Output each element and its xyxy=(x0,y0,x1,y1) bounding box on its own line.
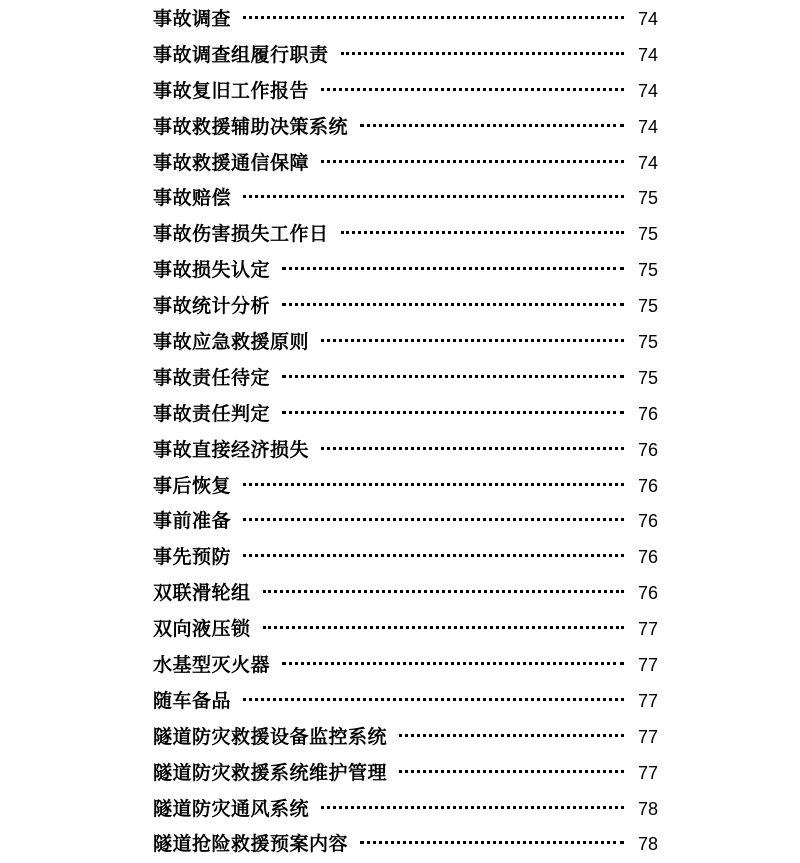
index-term: 事故救援辅助决策系统 xyxy=(153,115,349,138)
index-entry xyxy=(153,648,658,684)
index-term: 事故统计分析 xyxy=(153,295,271,318)
index-entry xyxy=(153,289,658,325)
page-number: 76 xyxy=(637,511,658,532)
index-term: 水基型灭火器 xyxy=(153,654,271,677)
index-entry xyxy=(153,38,658,74)
index-entry xyxy=(153,720,658,756)
index-term: 隧道防灾通风系统 xyxy=(153,797,310,820)
index-term: 事故救援通信保障 xyxy=(153,151,310,174)
index-entry xyxy=(153,756,658,792)
index-entry xyxy=(153,612,658,648)
index-entry xyxy=(153,146,658,182)
page-number: 74 xyxy=(637,152,658,173)
page-number: 75 xyxy=(637,296,658,317)
page-number: 75 xyxy=(637,260,658,281)
page-number: 78 xyxy=(637,798,658,819)
index-entry xyxy=(153,325,658,361)
page-number: 77 xyxy=(637,655,658,676)
page-number: 74 xyxy=(637,9,658,29)
page-number: 77 xyxy=(637,726,658,747)
dot-leader xyxy=(243,698,624,701)
index-term: 事故直接经济损失 xyxy=(153,438,310,461)
index-entry xyxy=(153,181,658,217)
page-number: 76 xyxy=(637,583,658,604)
page-number: 77 xyxy=(637,762,658,783)
page-number: 75 xyxy=(637,188,658,209)
dot-leader xyxy=(263,626,624,629)
index-term: 事故赔偿 xyxy=(153,187,232,210)
dot-leader xyxy=(399,734,624,737)
dot-leader xyxy=(282,375,624,378)
index-entry xyxy=(153,684,658,720)
dot-leader xyxy=(282,662,624,665)
page-number: 77 xyxy=(637,690,658,711)
page-number: 75 xyxy=(637,367,658,388)
page-number: 74 xyxy=(637,80,658,101)
index-entry xyxy=(153,540,658,576)
dot-leader xyxy=(243,195,624,198)
index-entry xyxy=(153,433,658,469)
page-number: 78 xyxy=(637,834,658,855)
dot-leader xyxy=(321,447,624,450)
index-entry xyxy=(153,253,658,289)
dot-leader xyxy=(399,770,624,773)
index-term: 隧道防灾救援设备监控系统 xyxy=(153,725,388,748)
index-term: 事故责任判定 xyxy=(153,402,271,425)
dot-leader xyxy=(341,231,624,234)
index-term: 随车备品 xyxy=(153,689,232,712)
index-term: 事故责任待定 xyxy=(153,366,271,389)
index-entry xyxy=(153,217,658,253)
index-entry xyxy=(153,504,658,540)
page-number: 75 xyxy=(637,224,658,245)
page-number: 76 xyxy=(637,439,658,460)
index-term: 事先预防 xyxy=(153,546,232,569)
dot-leader xyxy=(321,339,624,342)
index-entry xyxy=(153,361,658,397)
dot-leader xyxy=(282,303,624,306)
dot-leader xyxy=(341,52,624,55)
page-number: 74 xyxy=(637,116,658,137)
dot-leader xyxy=(263,590,624,593)
dot-leader xyxy=(243,554,624,557)
index-entry xyxy=(153,576,658,612)
index-term: 事前准备 xyxy=(153,510,232,533)
index-entry xyxy=(153,827,658,863)
index-term: 隧道抢险救援预案内容 xyxy=(153,833,349,856)
page-number: 76 xyxy=(637,403,658,424)
index-list xyxy=(153,2,658,863)
dot-leader xyxy=(243,483,624,486)
index-term: 事故调查组履行职责 xyxy=(153,43,329,66)
dot-leader xyxy=(282,411,624,414)
index-entry xyxy=(153,792,658,828)
index-term: 隧道防灾救援系统维护管理 xyxy=(153,761,388,784)
dot-leader xyxy=(360,841,624,844)
dot-leader xyxy=(360,124,624,127)
index-term: 双向液压锁 xyxy=(153,618,251,641)
page-number: 76 xyxy=(637,475,658,496)
index-entry xyxy=(153,2,658,38)
index-term: 事后恢复 xyxy=(153,474,232,497)
page-number: 77 xyxy=(637,619,658,640)
index-term: 事故损失认定 xyxy=(153,259,271,282)
index-term: 双联滑轮组 xyxy=(153,582,251,605)
index-entry xyxy=(153,74,658,110)
dot-leader xyxy=(321,160,624,163)
index-term: 事故调查 xyxy=(153,8,232,30)
page-number: 75 xyxy=(637,332,658,353)
page-number: 74 xyxy=(637,44,658,65)
dot-leader xyxy=(243,16,624,19)
page-number: 76 xyxy=(637,547,658,568)
dot-leader xyxy=(282,267,624,270)
index-term: 事故伤害损失工作日 xyxy=(153,223,329,246)
dot-leader xyxy=(321,88,624,91)
dot-leader xyxy=(321,806,624,809)
index-term: 事故应急救援原则 xyxy=(153,331,310,354)
index-entry xyxy=(153,397,658,433)
index-term: 事故复旧工作报告 xyxy=(153,79,310,102)
index-entry xyxy=(153,469,658,505)
dot-leader xyxy=(243,518,624,521)
index-entry xyxy=(153,110,658,146)
